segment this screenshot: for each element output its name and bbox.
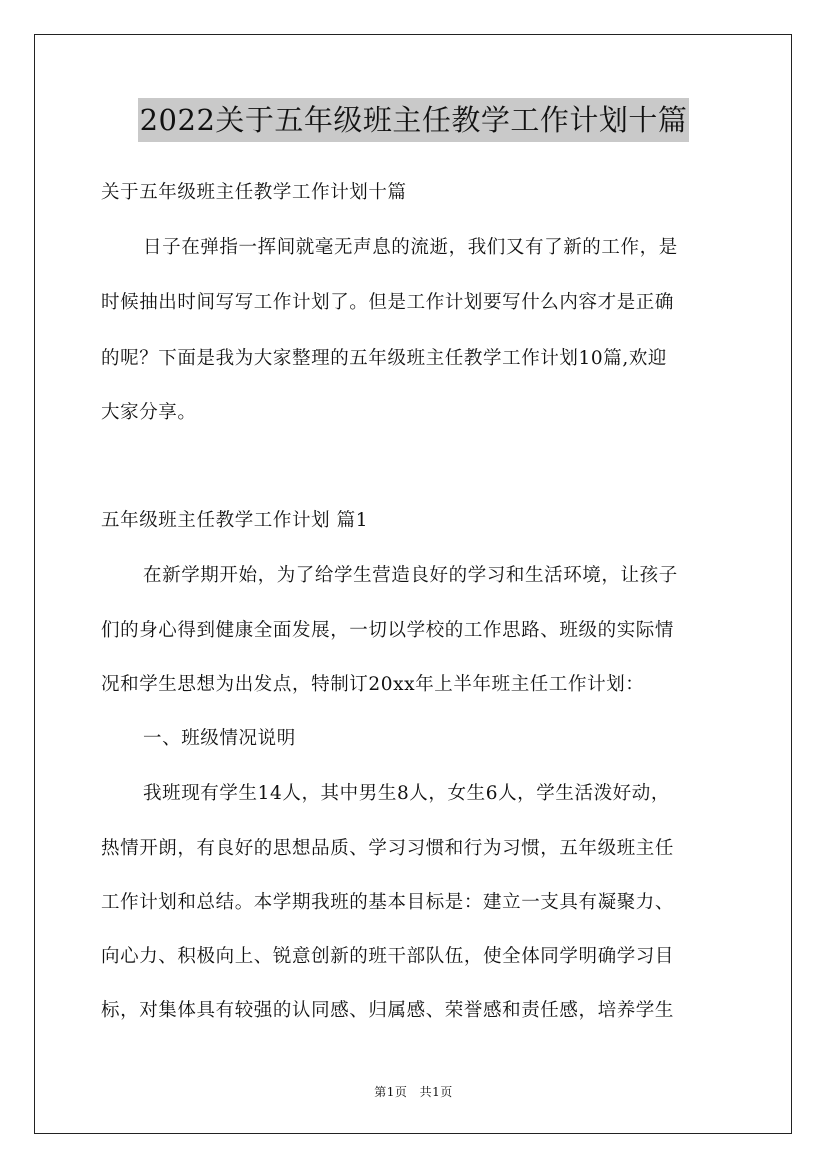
document-title: 2022关于五年级班主任教学工作计划十篇 bbox=[138, 98, 690, 142]
intro-line-3: 的呢？下面是我为大家整理的五年级班主任教学工作计划10篇,欢迎 bbox=[101, 348, 668, 369]
title-container bbox=[0, 98, 827, 142]
intro-line-4: 大家分享。 bbox=[101, 402, 197, 423]
section-heading: 五年级班主任教学工作计划 篇1 bbox=[101, 510, 369, 531]
page-footer bbox=[0, 1083, 827, 1100]
class-line-1: 我班现有学生14人，其中男生8人，女生6人，学生活泼好动， bbox=[143, 783, 670, 804]
section-line-3: 况和学生思想为出发点，特制订20xx年上半年班主任工作计划： bbox=[101, 674, 645, 695]
page-number: 第1页 bbox=[374, 1085, 408, 1099]
class-line-4: 向心力、积极向上、锐意创新的班干部队伍，使全体同学明确学习目 bbox=[101, 946, 675, 967]
class-line-5: 标，对集体具有较强的认同感、归属感、荣誉感和责任感，培养学生 bbox=[101, 1000, 675, 1021]
page-total: 共1页 bbox=[419, 1085, 453, 1099]
section-line-1: 在新学期开始，为了给学生营造良好的学习和生活环境，让孩子 bbox=[143, 565, 678, 586]
intro-line-1: 日子在弹指一挥间就毫无声息的流逝，我们又有了新的工作，是 bbox=[143, 237, 678, 258]
section-line-2: 们的身心得到健康全面发展，一切以学校的工作思路、班级的实际情 bbox=[101, 620, 675, 641]
subheading: 一、班级情况说明 bbox=[143, 728, 296, 749]
class-line-3: 工作计划和总结。本学期我班的基本目标是：建立一支具有凝聚力、 bbox=[101, 892, 675, 913]
document-subtitle: 关于五年级班主任教学工作计划十篇 bbox=[101, 182, 407, 203]
intro-line-2: 时候抽出时间写写工作计划了。但是工作计划要写什么内容才是正确 bbox=[101, 292, 675, 313]
class-line-2: 热情开朗，有良好的思想品质、学习习惯和行为习惯，五年级班主任 bbox=[101, 838, 675, 859]
